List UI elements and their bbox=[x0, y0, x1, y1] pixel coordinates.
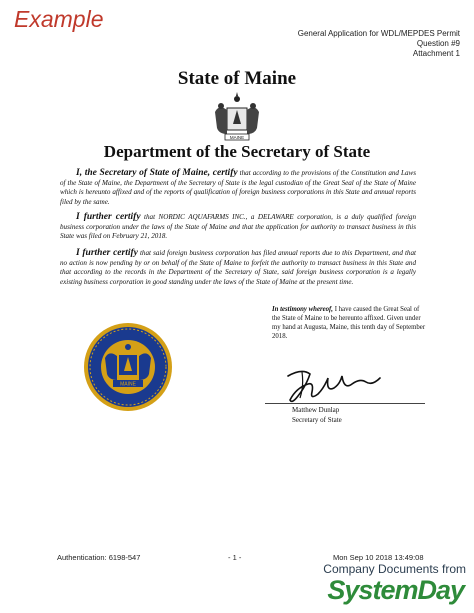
seal-banner-text: MAINE bbox=[120, 381, 136, 388]
signature-line bbox=[265, 403, 425, 404]
testimony-lead: In testimony whereof, bbox=[272, 306, 333, 313]
department-title: Department of the Secretary of State bbox=[103, 142, 371, 161]
great-seal-icon bbox=[83, 322, 173, 412]
certify-paragraph-1 bbox=[60, 169, 416, 207]
p2-body: that NORDIC AQUAFARMS INC., a DELAWARE corporation, is a duly qualified foreign business corporation under the laws of the State of Maine and that the application for authority to transact business in this State was filed on February 21, 2018. bbox=[60, 213, 417, 241]
authentication-code: Authentication: 6198-547 bbox=[57, 553, 141, 562]
state-title: State of Maine bbox=[177, 68, 297, 89]
signer-block bbox=[292, 406, 342, 425]
certify-paragraph-3 bbox=[60, 249, 416, 287]
p2-lead: I further certify bbox=[76, 212, 141, 222]
p3-lead: I further certify bbox=[76, 248, 138, 258]
certify-paragraph-2 bbox=[60, 213, 416, 242]
state-coat-of-arms-icon bbox=[205, 90, 269, 146]
header-line-question: Question #9 bbox=[416, 39, 460, 48]
svg-text:MAINE: MAINE bbox=[229, 135, 245, 140]
p1-body: that according to the provisions of the Constitution and Laws of the State of Maine, the Department of the Secretary of State is the legal custodian of the Great Seal of the State of Maine which is hereunto affixed and of the reports of qualification of foreign business corporations in this State and annual reports filed by the same. bbox=[60, 169, 416, 206]
testimony-block bbox=[272, 305, 428, 341]
page-number: - 1 - bbox=[228, 553, 242, 562]
header-right-block bbox=[240, 29, 460, 59]
brand-logo-text: SystemDay bbox=[327, 575, 464, 605]
header-line-attachment: Attachment 1 bbox=[412, 49, 460, 58]
p3-body: that said foreign business corporation has filed annual reports due to this Department, and that no action is now pending by or on behalf of the State of Maine to forfeit the authority to transact business in this State and that according to the records in the Department of the Secretary of State, said foreign business corporation is a legally existing business corporation in good standing under the laws of the State of Maine at the present time. bbox=[60, 249, 416, 286]
p1-lead: I, the Secretary of State of Maine, certify bbox=[76, 168, 238, 178]
testimony-body: I have caused the Great Seal of the State of Maine to be hereunto affixed. Given under my hand at Augusta, Maine, this tenth day of September 2018. bbox=[272, 306, 426, 340]
signer-title: Secretary of State bbox=[292, 415, 342, 424]
signer-name: Matthew Dunlap bbox=[292, 406, 340, 414]
signature-image bbox=[280, 362, 390, 412]
brand-tagline: Company Documents from bbox=[323, 562, 466, 576]
example-watermark: Example bbox=[14, 6, 104, 32]
timestamp: Mon Sep 10 2018 13:49:08 bbox=[333, 553, 424, 562]
header-line-permit: General Application for WDL/MEPDES Permit bbox=[297, 29, 460, 38]
